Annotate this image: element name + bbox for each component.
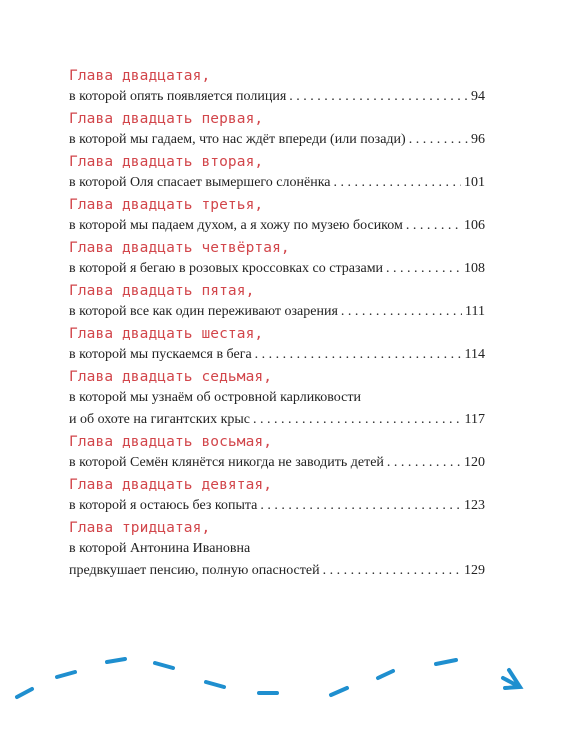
toc-entry <box>69 324 485 366</box>
dot-leader <box>334 172 461 194</box>
page-number: 117 <box>464 412 485 427</box>
chapter-description: в которой опять появляется полиция <box>69 89 287 104</box>
chapter-description-row <box>69 495 485 517</box>
chapter-title: Глава двадцать пятая, <box>69 283 255 299</box>
chapter-title: Глава двадцатая, <box>69 68 211 84</box>
chapter-description: и об охоте на гигантских крыс <box>69 412 250 427</box>
dot-leader <box>289 86 468 108</box>
dot-leader <box>260 495 461 517</box>
chapter-title: Глава двадцать вторая, <box>69 154 264 170</box>
page-number: 106 <box>464 218 485 233</box>
chapter-description-row <box>69 129 485 151</box>
chapter-description: в которой мы падаем духом, а я хожу по музею босиком <box>69 218 403 233</box>
chapter-title: Глава двадцать шестая, <box>69 326 264 342</box>
chapter-description-row <box>69 301 485 323</box>
chapter-description-row <box>69 258 485 280</box>
toc-entry <box>69 367 485 431</box>
chapter-description-row <box>69 215 485 237</box>
toc-entry <box>69 66 485 108</box>
chapter-title: Глава двадцать девятая, <box>69 477 273 493</box>
toc-entry <box>69 109 485 151</box>
chapter-title: Глава двадцать седьмая, <box>69 369 273 385</box>
page-number: 114 <box>464 347 485 362</box>
toc-entry <box>69 518 485 582</box>
dot-leader <box>406 215 461 237</box>
chapter-description: в которой Оля спасает вымершего слонёнка <box>69 175 331 190</box>
chapter-description-row <box>69 344 485 366</box>
chapter-description-row <box>69 409 485 431</box>
chapter-description: предвкушает пенсию, полную опасностей <box>69 563 320 578</box>
page-number: 94 <box>471 89 485 104</box>
dashed-arrow-path-icon <box>0 640 561 720</box>
page-number: 96 <box>471 132 485 147</box>
toc-entry <box>69 238 485 280</box>
chapter-description: в которой Семён клянётся никогда не заводить детей <box>69 455 384 470</box>
chapter-description-row <box>69 172 485 194</box>
toc-entry <box>69 281 485 323</box>
toc-entry <box>69 475 485 517</box>
page-number: 108 <box>464 261 485 276</box>
chapter-description-row <box>69 452 485 474</box>
dot-leader <box>253 409 462 431</box>
chapter-title: Глава тридцатая, <box>69 520 211 536</box>
chapter-title: Глава двадцать первая, <box>69 111 264 127</box>
dot-leader <box>323 560 461 582</box>
chapter-description: в которой я бегаю в розовых кроссовках со стразами <box>69 261 384 276</box>
dot-leader <box>386 258 461 280</box>
toc-entry <box>69 432 485 474</box>
chapter-description-line: в которой мы узнаём об островной карликовости <box>69 390 361 405</box>
chapter-description-row <box>69 560 485 582</box>
toc-entry <box>69 195 485 237</box>
chapter-title: Глава двадцать восьмая, <box>69 434 273 450</box>
dot-leader <box>255 344 462 366</box>
chapter-description: в которой все как один переживают озарения <box>69 304 338 319</box>
table-of-contents <box>69 66 485 583</box>
chapter-description: в которой мы гадаем, что нас ждёт впереди (или позади) <box>69 132 406 147</box>
chapter-description: в которой я остаюсь без копыта <box>69 498 258 513</box>
page-number: 111 <box>465 304 485 319</box>
page-number: 120 <box>464 455 485 470</box>
dot-leader <box>341 301 462 323</box>
chapter-title: Глава двадцать третья, <box>69 197 264 213</box>
toc-entry <box>69 152 485 194</box>
chapter-description: в которой мы пускаемся в бега <box>69 347 252 362</box>
chapter-description-row <box>69 86 485 108</box>
page-number: 123 <box>464 498 485 513</box>
page-number: 129 <box>464 563 485 578</box>
page-number: 101 <box>464 175 485 190</box>
dot-leader <box>409 129 468 151</box>
chapter-description-line: в которой Антонина Ивановна <box>69 541 251 556</box>
dot-leader <box>387 452 461 474</box>
chapter-title: Глава двадцать четвёртая, <box>69 240 290 256</box>
